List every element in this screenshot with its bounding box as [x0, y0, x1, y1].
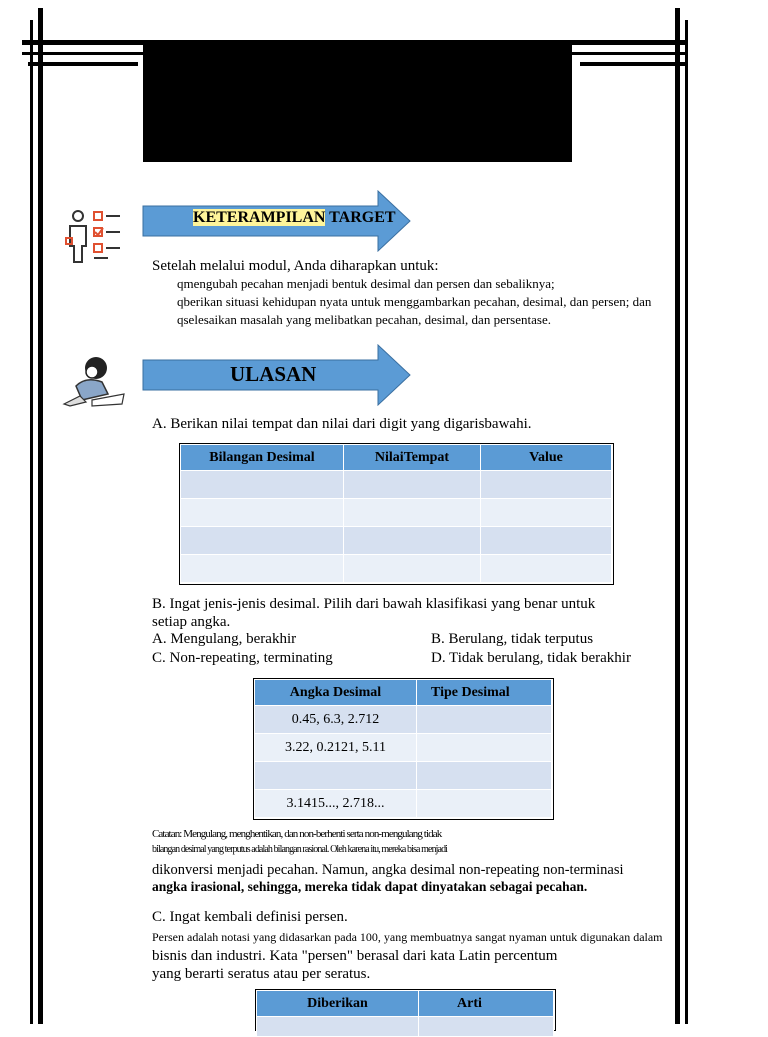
table-cell[interactable]	[181, 527, 344, 555]
table-cell[interactable]	[181, 499, 344, 527]
table-cell[interactable]	[181, 471, 344, 499]
skills-item-3: qselesaikan masalah yang melibatkan pecahan, desimal, dan persentase.	[177, 312, 551, 327]
section-a-instruction: A. Berikan nilai tempat dan nilai dari digit yang digarisbawahi.	[152, 416, 532, 432]
option-c: C. Non-repeating, terminating	[152, 650, 333, 666]
note-line1: Catatan: Mengulang, menghentikan, dan non-berhenti serta non-mengulang tidak	[152, 828, 442, 840]
table-row	[181, 555, 612, 583]
table-row	[255, 790, 552, 818]
table-cell[interactable]	[257, 1017, 419, 1037]
table-cell[interactable]	[417, 734, 552, 762]
header-banner	[143, 44, 572, 162]
header-decimal-numbers: Angka Desimal	[255, 680, 417, 706]
table-row	[181, 527, 612, 555]
header-decimal-number: Bilangan Desimal	[181, 445, 344, 471]
table-cell[interactable]	[417, 706, 552, 734]
skills-title	[193, 209, 396, 227]
table-cell[interactable]	[344, 471, 481, 499]
table-cell[interactable]	[344, 555, 481, 583]
table-row	[255, 734, 552, 762]
table-cell[interactable]	[419, 1017, 554, 1037]
table-cell[interactable]	[344, 527, 481, 555]
section-c-line1: Persen adalah notasi yang didasarkan pada 100, yang membuatnya sangat nyaman untuk digunakan dalam	[152, 930, 663, 944]
table-cell: 3.22, 0.2121, 5.11	[255, 734, 417, 762]
checklist-person-icon	[64, 208, 124, 264]
option-b: B. Berulang, tidak terputus	[431, 631, 594, 647]
table-row	[255, 762, 552, 790]
header-decimal-type: Tipe Desimal	[417, 680, 552, 706]
table-cell: 3.1415..., 2.718...	[255, 790, 417, 818]
header-value: Value	[481, 445, 612, 471]
table-cell[interactable]	[417, 762, 552, 790]
section-c-line2: bisnis dan industri. Kata "persen" berasal dari kata Latin percentum	[152, 948, 558, 964]
table-cell[interactable]	[481, 471, 612, 499]
section-c-line3: yang berarti seratus atau per seratus.	[152, 966, 371, 982]
section-c-instruction: C. Ingat kembali definisi persen.	[152, 909, 348, 925]
review-title: ULASAN	[230, 362, 317, 386]
table-cell[interactable]	[417, 790, 552, 818]
note-line2: bilangan desimal yang terputus adalah bilangan rasional. Oleh karena itu, mereka bisa menjadi	[152, 844, 448, 855]
table-cell: 0.45, 6.3, 2.712	[255, 706, 417, 734]
header-given: Diberikan	[257, 991, 419, 1017]
place-value-table	[180, 444, 612, 583]
decimal-type-table	[254, 679, 552, 818]
table-cell[interactable]	[481, 555, 612, 583]
table-cell[interactable]	[481, 527, 612, 555]
header-meaning: Arti	[419, 991, 554, 1017]
skills-item-1: qmengubah pecahan menjadi bentuk desimal dan persen dan sebaliknya;	[177, 276, 555, 291]
option-d: D. Tidak berulang, tidak berakhir	[431, 650, 631, 666]
section-b-instruction-line1: B. Ingat jenis-jenis desimal. Pilih dari bawah klasifikasi yang benar untuk	[152, 596, 596, 612]
table-row	[181, 471, 612, 499]
table-cell[interactable]	[481, 499, 612, 527]
header-place-value: NilaiTempat	[344, 445, 481, 471]
table-row	[257, 1017, 554, 1037]
option-a: A. Mengulang, berakhir	[152, 631, 297, 647]
skills-intro: Setelah melalui modul, Anda diharapkan untuk:	[152, 258, 439, 274]
skills-title-highlight: KETERAMPILAN	[193, 209, 326, 226]
table-cell	[255, 762, 417, 790]
reading-person-icon	[62, 356, 128, 408]
skills-title-rest: TARGET	[329, 209, 396, 226]
note-line4: angka irasional, sehingga, mereka tidak dapat dinyatakan sebagai pecahan.	[152, 879, 588, 894]
table-row	[181, 499, 612, 527]
skills-item-2: qberikan situasi kehidupan nyata untuk menggambarkan pecahan, desimal, dan persen; dan	[177, 294, 652, 309]
note-line3: dikonversi menjadi pecahan. Namun, angka desimal non-repeating non-terminasi	[152, 862, 624, 878]
table-cell[interactable]	[181, 555, 344, 583]
table-cell[interactable]	[344, 499, 481, 527]
percent-table	[256, 990, 554, 1037]
section-b-instruction-line2: setiap angka.	[152, 614, 231, 630]
table-row	[255, 706, 552, 734]
